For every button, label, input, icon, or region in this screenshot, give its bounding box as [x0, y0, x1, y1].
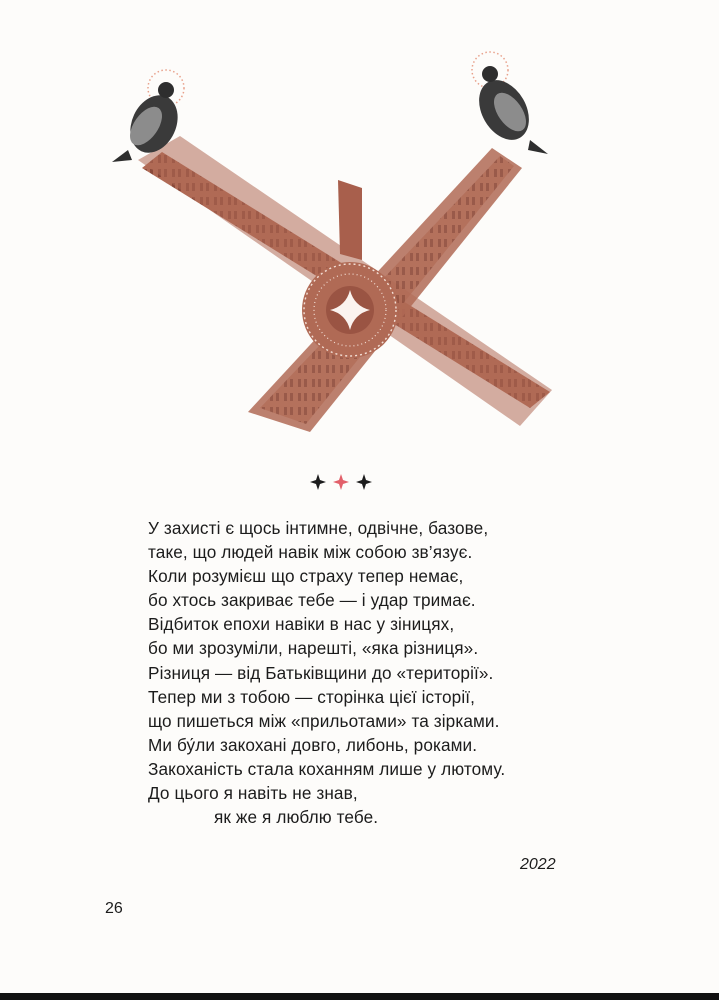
poem-line: Ми бу́ли закохані довго, либонь, роками.: [148, 734, 478, 755]
star-icon: [310, 474, 326, 490]
poem-line: як же я люблю тебе.: [214, 807, 379, 828]
poem-text: [148, 516, 588, 829]
towel-fragment: [338, 180, 362, 260]
bottom-edge-bar: [0, 993, 719, 1000]
poem-line: бо хтось закриває тебе — і удар тримає.: [148, 590, 476, 611]
star-divider: [306, 472, 376, 492]
poem-line: Коли розумієш що страху тепер немає,: [148, 566, 464, 587]
poem-line: що пишеться між «прильотами» та зірками.: [148, 710, 500, 731]
poem-line: бо ми зрозуміли, нарешті, «яка різниця».: [148, 638, 479, 659]
poem-line: таке, що людей навік між собою зв’язує.: [148, 542, 473, 563]
star-icon: [356, 474, 372, 490]
page-number: 26: [105, 900, 123, 917]
poem-year: 2022: [520, 856, 556, 873]
poem-line: У захисті є щось інтимне, одвічне, базове,: [148, 518, 489, 538]
poem-line: Закоханість стала коханням лише у лютому.: [148, 758, 506, 779]
poem-line: Відбиток епохи навіки в нас у зіницях,: [148, 614, 455, 635]
towel-cross-illustration: [100, 40, 570, 460]
poem-line: Тепер ми з тобою — сторінка цієї історії,: [148, 686, 476, 707]
star-icon-accent: [333, 474, 349, 490]
dove-right-icon: [469, 52, 548, 154]
poem-line: Різниця — від Батьківщини до «території».: [148, 662, 494, 683]
rosette-ornament: [302, 262, 398, 358]
poem-line: До цього я навіть не знав,: [148, 783, 358, 804]
